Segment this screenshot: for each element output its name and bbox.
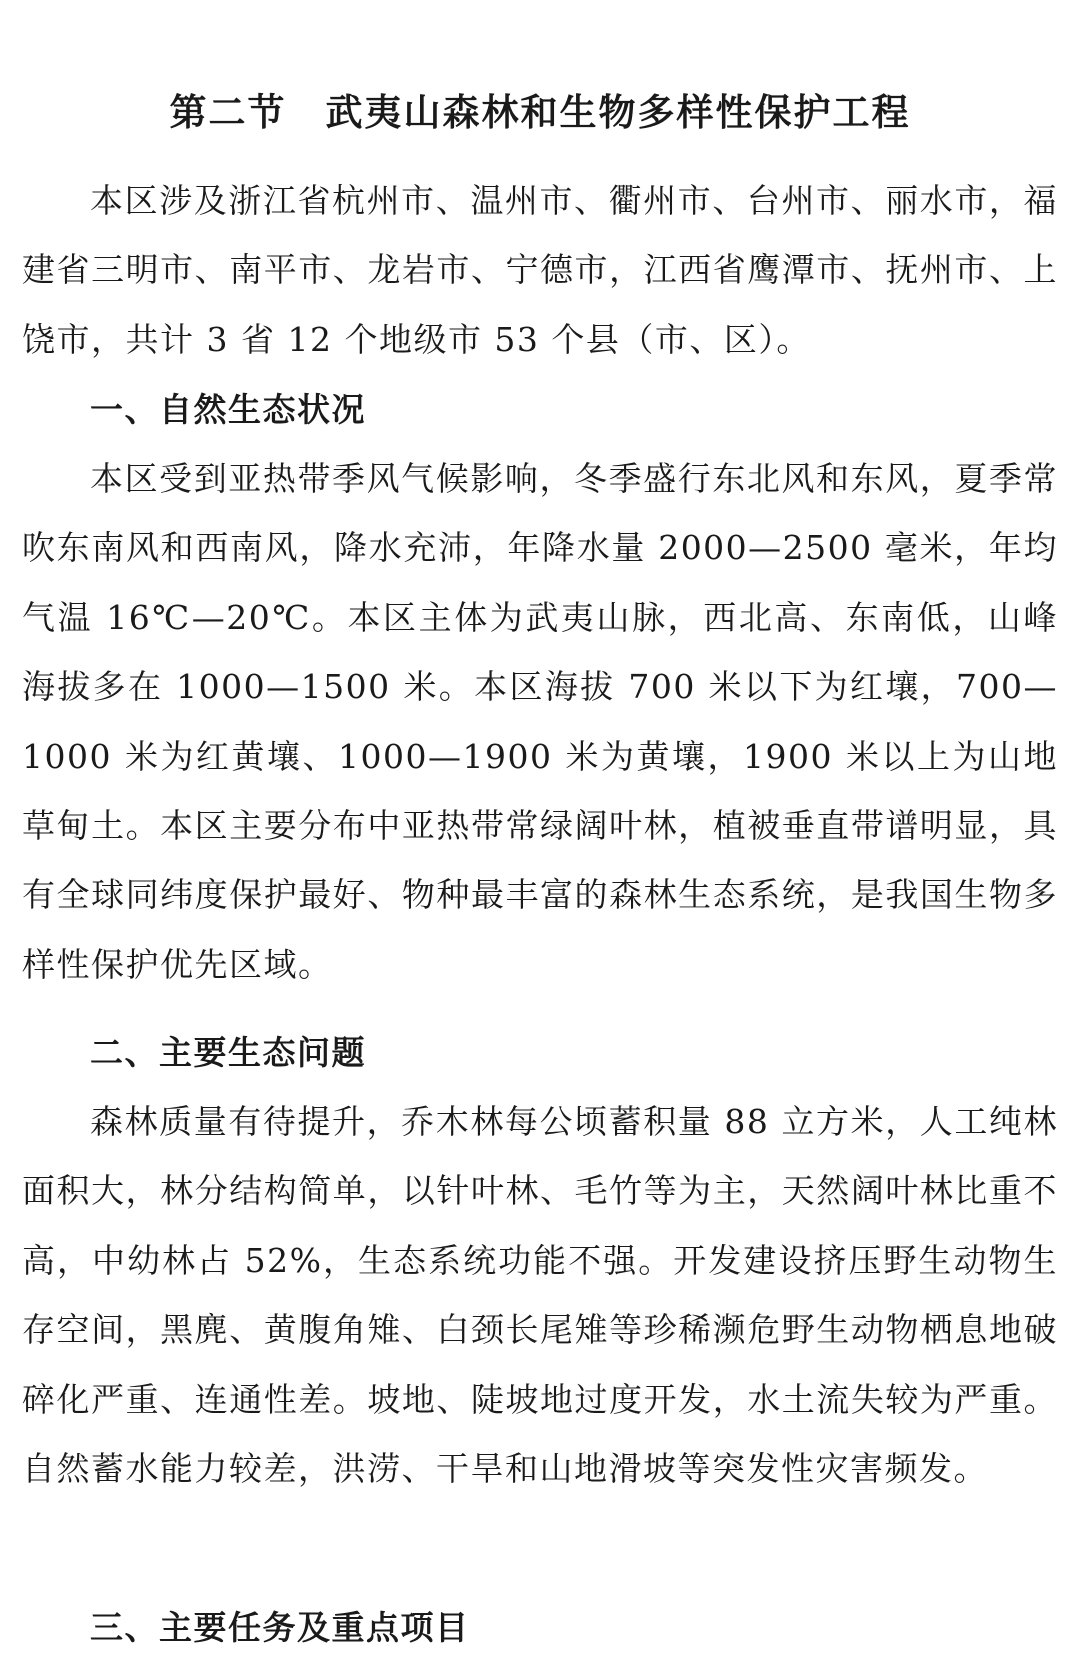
- section-title: 第二节 武夷山森林和生物多样性保护工程: [169, 91, 911, 134]
- heading-natural-ecology: 一、自然生态状况: [90, 390, 366, 429]
- natural-ecology-paragraph: 本区受到亚热带季风气候影响，冬季盛行东北风和东风，夏季常吹东南风和西南风，降水充沛，年降水量 2000—2500 毫米，年均气温 16℃—20℃。本区主体为武夷山脉，西北高、东南低，山峰海拔多在 1000—1500 米。本区海拔 700 米以下为红壤，700—1000 米为红黄壤、1000—1900 米为黄壤，1900 米以上为山地草甸土。本区主要分布中亚热带常绿阔叶林，植被垂直带谱明显，具有全球同纬度保护最好、物种最丰富的森林生态系统，是我国生物多样性保护优先区域。: [22, 459, 1058, 984]
- ecological-problems-paragraph: 森林质量有待提升，乔木林每公顷蓄积量 88 立方米，人工纯林面积大，林分结构简单，以针叶林、毛竹等为主，天然阔叶林比重不高，中幼林占 52%，生态系统功能不强。开发建设挤压野生动物生存空间，黑麂、黄腹角雉、白颈长尾雉等珍稀濒危野生动物栖息地破碎化严重、连通性差。坡地、陡坡地过度开发，水土流失较为严重。自然蓄水能力较差，洪涝、干旱和山地滑坡等突发性灾害频发。: [22, 1102, 1058, 1489]
- heading-main-tasks: 三、主要任务及重点项目: [90, 1608, 470, 1647]
- heading-ecological-problems: 二、主要生态问题: [90, 1033, 366, 1072]
- intro-paragraph: 本区涉及浙江省杭州市、温州市、衢州市、台州市、丽水市，福建省三明市、南平市、龙岩市、宁德市，江西省鹰潭市、抚州市、上饶市，共计 3 省 12 个地级市 53 个县（市、区）。: [22, 181, 1058, 359]
